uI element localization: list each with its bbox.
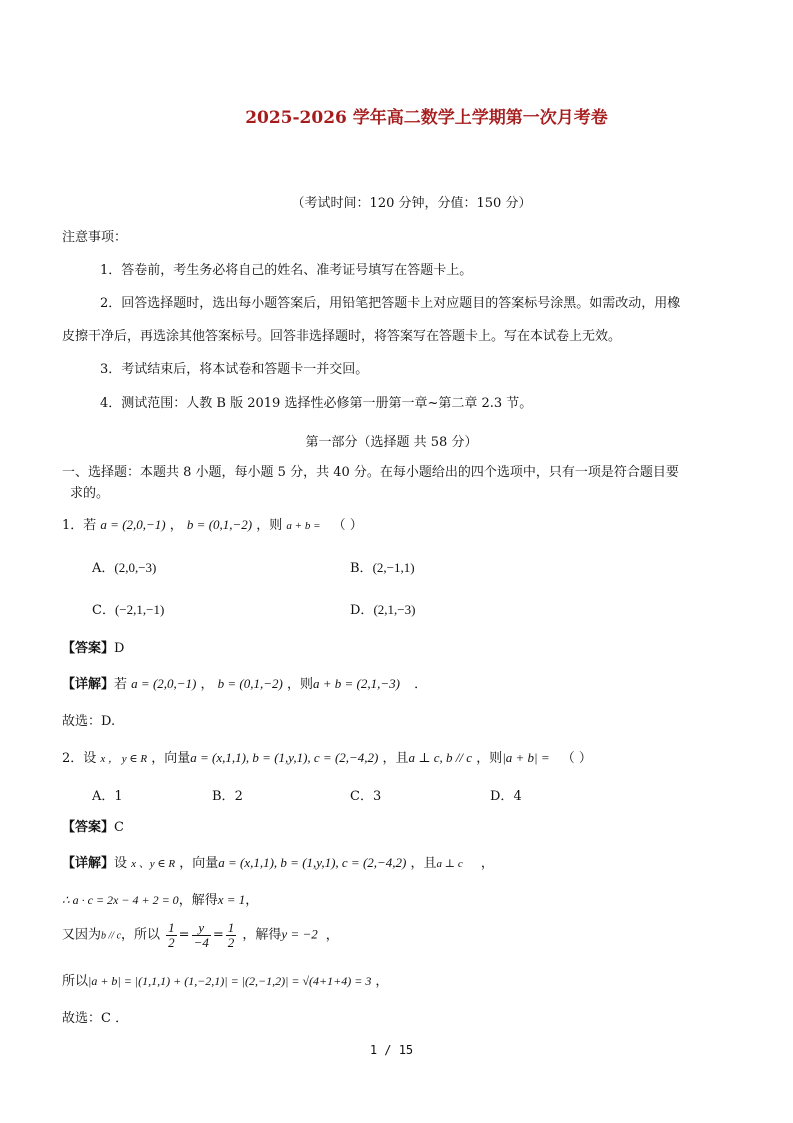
detail-cond-pre: ，且 [410,856,437,871]
option-label: A． [92,561,115,576]
step1-text: ，解得 [178,893,218,908]
exam-info: （考试时间：120 分钟，分值：150 分） [291,196,532,211]
option-label: C． [92,603,115,618]
option-value: 4 [513,789,522,804]
detail-pre: 设 [114,856,128,871]
page-number: 1 / 15 [369,1043,414,1057]
q2-detail [62,852,494,871]
detail-vars: x 、y ∈ R [131,858,176,870]
q2-vars: x ， y ∈ R [100,753,148,765]
fraction [192,921,211,949]
option-value: (2,1,−3) [373,602,416,617]
q1-vector-a: a = (2,0,−1) [100,517,166,532]
fraction [166,921,177,949]
denominator: 2 [168,934,175,950]
part-title: 第一部分（选择题 共 58 分） [305,435,478,450]
q2-vectors: a = (x,1,1), b = (1,y,1), c = (2,−4,2) [190,750,379,765]
q2-option-d [490,785,522,804]
q1-detail: 【详解】若 a = (2,0,−1) ， b = (0,1,−2) ，则a + b = (2,1,−3) ． [62,676,428,692]
notice-item-1: 1．答卷前，考生务必将自己的姓名、准考证号填写在答题卡上。 [100,263,473,278]
detail-then: ，则 [287,677,314,692]
step2-cond: b // c [101,930,122,942]
numerator: y [192,921,211,936]
option-label: B． [350,561,373,576]
detail-tag: 【详解】 [62,677,115,692]
option-value: (−2,1,−1) [114,602,165,617]
fraction [226,921,237,949]
step2-res: y = −2 [281,926,318,942]
q2-step-2: 又因为b // c，所以 $\frac{1}{2}$ = $\frac{y}{-4}$ = $\frac{1}{2}$ ，解得y = −2 ， [62,920,339,950]
detail-vector-b: b = (0,1,−2) [217,676,283,691]
q1-option-a [92,557,156,576]
question-1: 1．若 a = (2,0,−1) ， b = (0,1,−2) ，则 a + b = （ ） [62,517,363,533]
detail-mid: ，向量 [179,856,219,871]
q2-cond-pre: ，且 [382,751,409,766]
detail-cond: a ⊥ c [436,858,463,870]
q1-conclusion: 故选：D. [62,714,116,729]
detail-result: a + b = (2,1,−3) [313,676,400,691]
question-2 [62,747,592,766]
detail-tag: 【详解】 [62,856,115,871]
step2-solve: ，解得 [242,927,282,943]
option-label: D． [490,789,514,804]
step1-res: x = 1 [217,892,246,907]
step1-end: ， [245,893,259,908]
q1-paren: （ ） [332,518,363,533]
q1-sum: a + b = [286,520,321,532]
option-label: D． [350,603,374,618]
page-title: 2025-2026 学年高二数学上学期第一次月考卷 [245,108,608,128]
answer-tag: 【答案】 [62,820,115,835]
detail-cond-end: ， [480,856,494,871]
notice-item-3: 3．考试结束后，将本试卷和答题卡一并交回。 [100,362,369,377]
q1-option-c [92,599,164,618]
step2-pre: 又因为 [62,927,102,943]
q2-option-c [350,785,381,804]
option-value: 3 [372,789,382,804]
notice-item-4: 4．测试范围：人教 B 版 2019 选择性必修第一册第一章~第二章 2.3 节。 [100,396,533,411]
q1-vector-b: b = (0,1,−2) [186,517,253,532]
step3-expr: |a + b| = |(1,1,1) + (1,−2,1)| = |(2,−1,2)| = √(4+1+4) = 3 [88,974,372,988]
option-value: 2 [234,789,243,804]
section-heading: 一、选择题：本题共 8 小题，每小题 5 分，共 40 分。在每小题给出的四个选项中，只有一项是符合题目要 [62,465,679,480]
option-value: 1 [114,789,123,804]
denominator: −4 [193,934,209,950]
q2-prefix: 2．设 [62,751,97,766]
numerator: 1 [227,920,235,935]
q2-paren: （ ） [561,751,592,766]
section-heading-cont: 求的。 [70,486,110,501]
q1-prefix: 1．若 [62,518,97,533]
q2-conclusion: 故选：C ． [62,1011,129,1026]
q1-option-b [350,557,415,576]
step3-end: ， [375,974,389,989]
step3-pre: 所以 [62,974,89,989]
notice-item-2: 2．回答选择题时，选出每小题答案后，用铅笔把答题卡上对应题目的答案标号涂黑。如需改动，用橡 [100,296,681,311]
answer-tag: 【答案】 [62,641,115,656]
answer-value: D [114,641,125,656]
q1-ask: ，则 [256,518,283,533]
q2-answer [62,816,124,835]
detail-pre: 若 [114,677,128,692]
notice-heading: 注意事项： [62,230,128,245]
q2-step-3 [62,970,388,989]
notice-item-2-cont: 皮擦干净后，再选涂其他答案标号。回答非选择题时，将答案写在答题卡上。写在本试卷上无效。 [62,329,622,344]
option-label: B． [212,789,235,804]
q2-cond: a ⊥ c, b // c [408,750,473,765]
q2-option-b [212,785,243,804]
step2-end: ， [325,927,339,943]
denominator: 2 [227,934,235,950]
step2-mid: ，所以 [121,927,161,943]
option-value: (2,−1,1) [372,560,415,575]
option-label: A． [92,789,115,804]
q2-mid: ，向量 [151,751,191,766]
q2-result: |a + b| = [502,750,550,765]
option-label: C． [350,789,373,804]
detail-vectors: a = (x,1,1), b = (1,y,1), c = (2,−4,2) [218,855,407,870]
step1-expr: ∴ a · c = 2x − 4 + 2 = 0 [62,893,179,907]
detail-end: ． [414,677,428,692]
option-value: (2,0,−3) [114,560,157,575]
numerator: 1 [168,920,175,935]
q2-ask: ，则 [476,751,503,766]
q2-step-1 [62,889,258,908]
detail-vector-a: a = (2,0,−1) [131,676,197,691]
q1-answer [62,637,124,656]
q1-option-d [350,599,415,618]
q2-option-a [92,785,123,804]
answer-value: C [114,820,124,835]
